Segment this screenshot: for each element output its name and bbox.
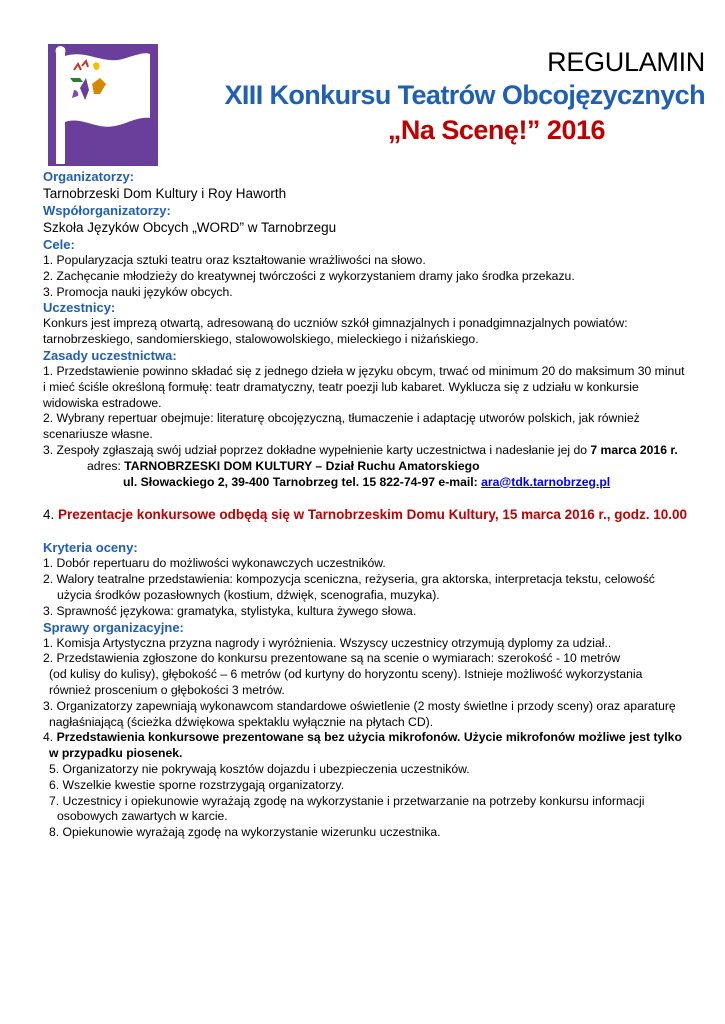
org-line: 7. Uczestnicy i opiekunowie wyrażają zgodę na wykorzystanie i przetwarzanie na potrzeby konkursu informacji <box>49 793 645 808</box>
list-item: 3. Promocja nauki języków obcych. <box>43 284 233 299</box>
rule-line: widowiska estradowe. <box>43 395 162 410</box>
rule-line: i mieć ściśle określoną formułę: teatr dramatyczny, teatr poezji lub kabaret. Wyklucza się z udziału w konkursie <box>43 379 639 394</box>
theatre-flag-logo-icon <box>48 44 158 166</box>
org-line: 8. Opiekunowie wyrażają zgodę na wykorzystanie wizerunku uczestnika. <box>49 825 441 840</box>
email-link[interactable]: ara@tdk.tarnobrzeg.pl <box>481 474 611 489</box>
criteria-line: 2. Walory teatralne przedstawienia: kompozycja sceniczna, reżyseria, gra aktorska, interpretacja tekstu, celowość <box>43 572 655 587</box>
org-line <box>43 730 693 746</box>
criteria-line: 3. Sprawność językowa: gramatyka, stylistyka, kultura żywego słowa. <box>43 603 417 618</box>
address-street: ul. Słowackiego 2, 39-400 Tarnobrzeg tel. 15 822-74-97 e-mail: <box>123 474 482 489</box>
address-name: TARNOBRZESKI DOM KULTURY – Dział Ruchu Amatorskiego <box>124 458 480 473</box>
section-heading-rules: Zasady uczestnictwa: <box>43 347 177 363</box>
microphone-rule: Przedstawienia konkursowe prezentowane są bez użycia mikrofonów. Użycie mikrofonów możliwe jest tylko <box>56 730 682 745</box>
org-line: również proscenium o głębokości 3 metrów. <box>49 682 285 697</box>
rule-3-text: 3. Zespoły zgłaszają swój udział poprzez dokładne wypełnienie karty uczestnictwa i nadesłanie jej do <box>43 442 591 457</box>
rule-line: 1. Przedstawienie powinno składać się z jednego dzieła w języku obcym, trwać od minimum 20 do maksimum 30 minut <box>43 363 685 378</box>
section-heading-criteria: Kryteria oceny: <box>43 540 138 556</box>
rule-4-number: 4. <box>43 507 59 523</box>
section-heading-goals: Cele: <box>43 237 75 252</box>
org-line: nagłaśniającą (ścieżka dźwiękowa spektaklu wyłącznie na płytach CD). <box>49 714 434 729</box>
document-body <box>43 169 693 841</box>
criteria-line: użycia środków pozasłownych (kostium, dźwięk, scenografia, muzyka). <box>57 587 440 602</box>
section-heading-participants: Uczestnicy: <box>43 300 116 316</box>
participants-line: tarnobrzeskiego, sandomierskiego, stalowowolskiego, mieleckiego i niżańskiego. <box>43 332 479 347</box>
rule-line <box>43 443 693 459</box>
organizers-text: Tarnobrzeski Dom Kultury i Roy Haworth <box>43 186 287 201</box>
address-line <box>43 459 693 475</box>
org-line: 2. Przedstawienia zgłoszone do konkursu prezentowane są na scenie o wymiarach: szerokość - 10 metrów <box>43 651 621 666</box>
participants-line: Konkurs jest imprezą otwartą, adresowaną do uczniów szkół gimnazjalnych i ponadgimnazjalnych powiatów: <box>43 316 628 331</box>
deadline-date: 7 marca 2016 r. <box>590 442 678 457</box>
coorganizers-text: Szkoła Języków Obcych „WORD” w Tarnobrzegu <box>43 220 337 235</box>
org-line: (od kulisy do kulisy), głębokość – 6 metrów (od kurtyny do horyzontu sceny). Istnieje możliwość wykorzystania <box>49 667 643 682</box>
address-street-line <box>43 475 693 491</box>
section-heading-organizers: Organizatorzy: <box>43 169 135 184</box>
rule-line: scenariusze własne. <box>43 427 153 442</box>
org-line: 5. Organizatorzy nie pokrywają kosztów dojazdu i ubezpieczenia uczestników. <box>49 761 470 776</box>
criteria-line: 1. Dobór repertuaru do możliwości wykonawczych uczestników. <box>43 556 386 571</box>
org-line: osobowych zawartych w karcie. <box>57 809 228 824</box>
address-label: adres: <box>87 458 125 473</box>
title-edition: „Na Scenę!” 2016 <box>387 115 605 145</box>
section-heading-coorganizers: Współorganizatorzy: <box>43 203 171 218</box>
section-heading-org-matters: Sprawy organizacyjne: <box>43 619 184 635</box>
org-line: 6. Wszelkie kwestie sporne rozstrzygają organizatorzy. <box>49 777 345 792</box>
presentation-date-text: Prezentacje konkursowe odbędą się w Tarnobrzeskim Domu Kultury, 15 marca 2016 r., godz. 10.00 <box>58 507 687 523</box>
org-line: 3. Organizatorzy zapewniają wykonawcom standardowe oświetlenie (2 mosty świetlne i przody sceny) oraz aparaturę <box>43 698 676 713</box>
list-item: 2. Zachęcanie młodzieży do kreatywnej twórczości z wykorzystaniem dramy jako środka przekazu. <box>43 268 575 283</box>
rule-line: 2. Wybrany repertuar obejmuje: literaturę obcojęzyczną, tłumaczenie i adaptację utworów polskich, jak również <box>43 411 640 426</box>
document-title <box>165 46 705 148</box>
org-line: w przypadku piosenek. <box>49 746 183 761</box>
presentation-info <box>43 506 693 524</box>
org-4-number: 4. <box>43 730 57 745</box>
title-regulamin: REGULAMIN <box>547 47 705 77</box>
list-item: 1. Popularyzacja sztuki teatru oraz kształtowanie wrażliwości na słowo. <box>43 253 426 267</box>
org-line: 1. Komisja Artystyczna przyzna nagrody i wyróżnienia. Wszyscy uczestnicy otrzymują dyplomy za udział.. <box>43 635 612 650</box>
title-contest-name: XIII Konkursu Teatrów Obcojęzycznych <box>224 80 705 110</box>
